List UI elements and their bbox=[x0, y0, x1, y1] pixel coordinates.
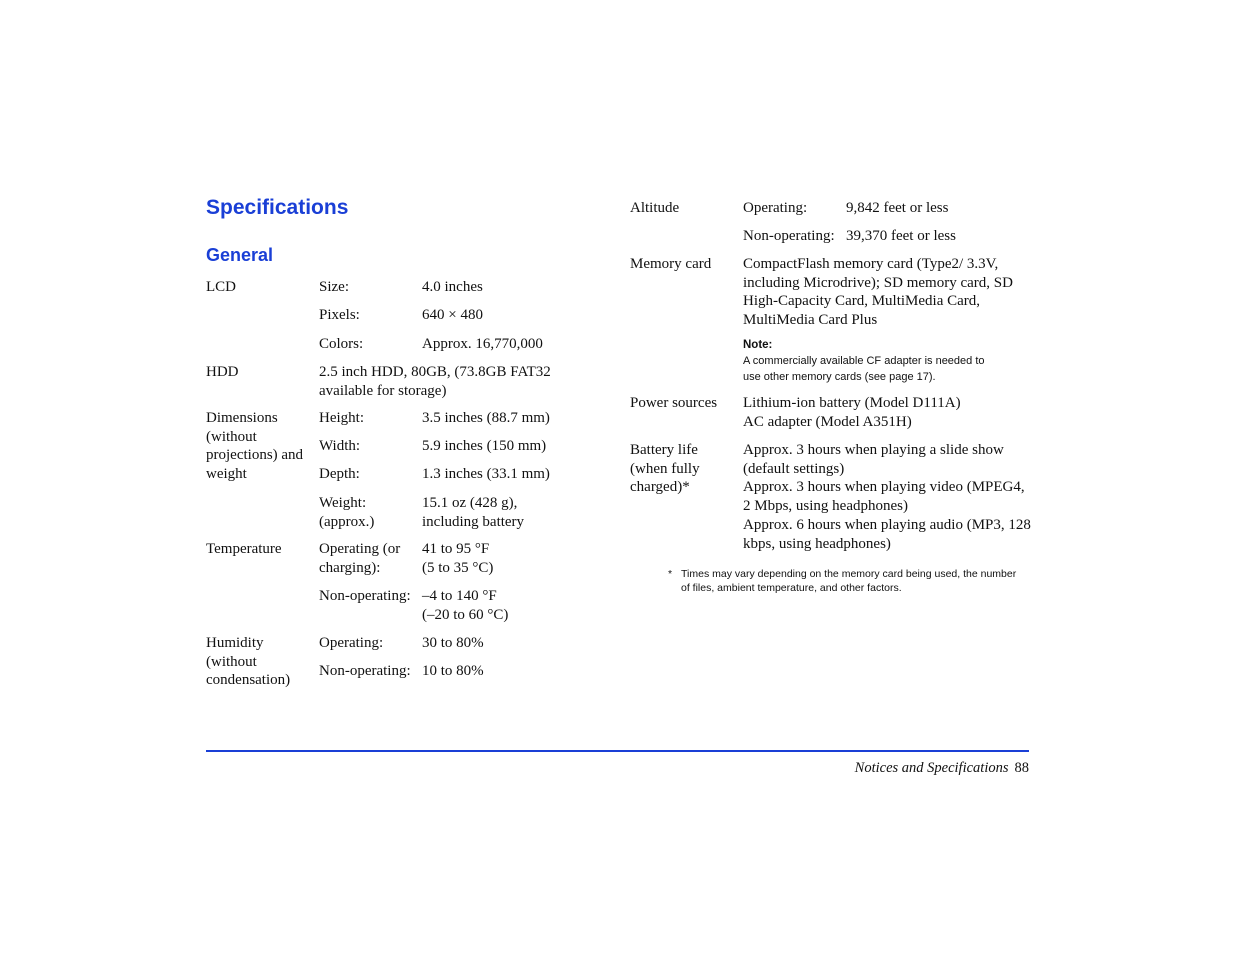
temperature-operating-key bbox=[319, 540, 400, 577]
power-sources-line: AC adapter (Model A351H) bbox=[743, 413, 912, 430]
page-title: Specifications bbox=[206, 196, 349, 219]
note-label: Note: bbox=[743, 339, 773, 351]
footnote-mark: * bbox=[668, 568, 673, 580]
weight-value-line: 15.1 oz (428 g), bbox=[422, 495, 518, 511]
altitude-nonoperating-value: 39,370 feet or less bbox=[846, 228, 956, 244]
weight-key bbox=[319, 494, 374, 531]
footnote-line: Times may vary depending on the memory card being used, the number bbox=[681, 568, 1017, 580]
battery-life-line: Approx. 6 hours when playing audio (MP3, 128 bbox=[743, 516, 1031, 533]
battery-life-line: Approx. 3 hours when playing a slide show bbox=[743, 442, 1004, 458]
note-text bbox=[743, 353, 1033, 385]
power-sources-line: Lithium-ion battery (Model D111A) bbox=[743, 395, 961, 411]
temperature-operating-key-line: charging): bbox=[319, 559, 381, 576]
lcd-pixels-key: Pixels: bbox=[319, 307, 360, 323]
temperature-operating-value-line: (5 to 35 °C) bbox=[422, 559, 494, 576]
weight-key-line: Weight: bbox=[319, 495, 367, 511]
lcd-colors-key: Colors: bbox=[319, 336, 364, 352]
humidity-label bbox=[206, 634, 290, 690]
footnote-line: of files, ambient temperature, and other factors. bbox=[681, 581, 902, 594]
humidity-operating-key: Operating: bbox=[319, 635, 384, 651]
memory-card-line: including Microdrive); SD memory card, SD bbox=[743, 274, 1013, 291]
width-key: Width: bbox=[319, 438, 361, 454]
weight-value-line: including battery bbox=[422, 513, 525, 530]
battery-life-value bbox=[743, 441, 1031, 553]
hdd-value-line: available for storage) bbox=[319, 382, 447, 399]
memory-card-value bbox=[743, 255, 1013, 330]
power-sources-value bbox=[743, 394, 961, 431]
memory-card-line: MultiMedia Card Plus bbox=[743, 312, 878, 329]
altitude-operating-key: Operating: bbox=[743, 200, 808, 216]
temperature-nonoperating-key: Non-operating: bbox=[319, 588, 411, 604]
humidity-label-line: Humidity bbox=[206, 635, 264, 651]
altitude-operating-value: 9,842 feet or less bbox=[846, 200, 949, 216]
lcd-pixels-value: 640 × 480 bbox=[422, 307, 483, 323]
temperature-label: Temperature bbox=[206, 541, 282, 557]
battery-life-label bbox=[630, 441, 700, 497]
note-text-line: use other memory cards (see page 17). bbox=[743, 371, 936, 383]
humidity-nonoperating-value: 10 to 80% bbox=[422, 663, 484, 679]
humidity-nonoperating-key: Non-operating: bbox=[319, 663, 411, 679]
memory-card-label: Memory card bbox=[630, 256, 712, 272]
battery-life-label-line: (when fully bbox=[630, 460, 700, 477]
temperature-operating-key-line: Operating (or bbox=[319, 541, 401, 557]
memory-card-line: CompactFlash memory card (Type2/ 3.3V, bbox=[743, 256, 999, 272]
footer-rule bbox=[206, 750, 1029, 752]
weight-key-line: (approx.) bbox=[319, 513, 375, 530]
width-value: 5.9 inches (150 mm) bbox=[422, 438, 547, 454]
battery-life-line: Approx. 3 hours when playing video (MPEG4, bbox=[743, 479, 1025, 496]
height-value: 3.5 inches (88.7 mm) bbox=[422, 410, 550, 426]
memory-card-line: High-Capacity Card, MultiMedia Card, bbox=[743, 293, 981, 310]
page-number: 88 bbox=[1014, 760, 1029, 776]
battery-life-line: 2 Mbps, using headphones) bbox=[743, 498, 908, 515]
height-key: Height: bbox=[319, 410, 364, 426]
temperature-nonoperating-value-line: (–20 to 60 °C) bbox=[422, 606, 509, 623]
hdd-value bbox=[319, 363, 551, 400]
temperature-operating-value bbox=[422, 540, 493, 577]
battery-life-line: kbps, using headphones) bbox=[743, 535, 891, 552]
section-heading: General bbox=[206, 245, 274, 265]
temperature-nonoperating-value-line: –4 to 140 °F bbox=[422, 588, 497, 604]
page-footer bbox=[855, 760, 1029, 777]
dimensions-label-line: Dimensions bbox=[206, 410, 278, 426]
footnote-text bbox=[681, 568, 1033, 595]
humidity-label-line: condensation) bbox=[206, 672, 291, 689]
humidity-operating-value: 30 to 80% bbox=[422, 635, 484, 651]
depth-value: 1.3 inches (33.1 mm) bbox=[422, 466, 550, 482]
weight-value bbox=[422, 494, 524, 531]
lcd-label: LCD bbox=[206, 279, 236, 295]
battery-life-label-line: Battery life bbox=[630, 442, 698, 458]
footer-section-title: Notices and Specifications bbox=[854, 760, 1009, 776]
depth-key: Depth: bbox=[319, 466, 360, 482]
dimensions-label bbox=[206, 409, 303, 484]
power-sources-label: Power sources bbox=[630, 395, 718, 411]
dimensions-label-line: (without bbox=[206, 428, 257, 445]
dimensions-label-line: weight bbox=[206, 466, 247, 483]
hdd-value-line: 2.5 inch HDD, 80GB, (73.8GB FAT32 bbox=[319, 364, 551, 380]
altitude-nonoperating-key: Non-operating: bbox=[743, 228, 835, 244]
lcd-size-key: Size: bbox=[319, 279, 349, 295]
battery-life-line: (default settings) bbox=[743, 460, 845, 477]
altitude-label: Altitude bbox=[630, 200, 680, 216]
lcd-colors-value: Approx. 16,770,000 bbox=[422, 336, 543, 352]
note-text-line: A commercially available CF adapter is needed to bbox=[743, 355, 985, 367]
temperature-nonoperating-value bbox=[422, 587, 508, 624]
temperature-operating-value-line: 41 to 95 °F bbox=[422, 541, 490, 557]
battery-life-label-line: charged)* bbox=[630, 479, 690, 496]
humidity-label-line: (without bbox=[206, 653, 257, 670]
lcd-size-value: 4.0 inches bbox=[422, 279, 483, 295]
hdd-label: HDD bbox=[206, 364, 239, 380]
dimensions-label-line: projections) and bbox=[206, 447, 304, 464]
